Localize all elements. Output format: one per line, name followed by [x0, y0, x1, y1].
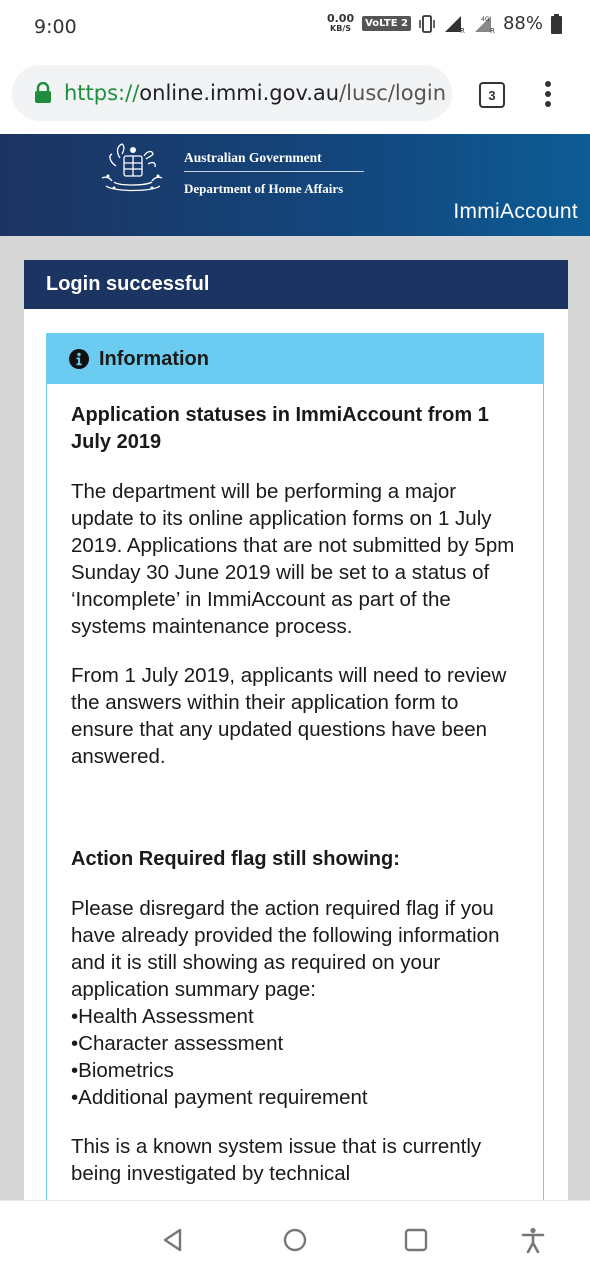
svg-text:R: R	[459, 26, 465, 34]
list-item: •Additional payment requirement	[71, 1086, 368, 1109]
tab-switcher-button[interactable]: 3	[479, 82, 505, 108]
battery-icon	[551, 14, 562, 34]
status-bar	[0, 0, 590, 52]
content-area	[0, 236, 590, 1200]
info-label: Information	[99, 347, 209, 370]
volte-badge: VoLTE 2	[362, 16, 411, 31]
overflow-menu-icon[interactable]	[543, 80, 553, 108]
info-icon	[69, 349, 89, 369]
login-panel	[24, 260, 568, 1220]
immiaccount-brand[interactable]: ImmiAccount	[453, 200, 578, 223]
gov-line2: Department of Home Affairs	[184, 181, 344, 196]
address-bar[interactable]	[12, 65, 452, 121]
info-paragraph-4: This is a known system issue that is currently being investigated by technical	[71, 1135, 482, 1185]
svg-text:4G: 4G	[480, 15, 490, 23]
url-text[interactable]	[64, 81, 446, 105]
action-required-list	[71, 895, 521, 1111]
signal-icon	[443, 14, 465, 34]
battery-percent: 88%	[502, 13, 543, 34]
lock-icon[interactable]	[34, 82, 52, 104]
panel-title: Login successful	[24, 260, 568, 309]
info-paragraph-1: The department will be performing a major update to its online application forms on 1 July 2019. Applications that are not submitted by 5pm Sunday 30 June 2019 will be set to a status of ‘Incomplete’ in ImmiAccount as part of the systems maintenance process.	[71, 480, 515, 638]
list-item: •Character assessment	[71, 1032, 284, 1055]
url-path: /lusc/login	[339, 81, 447, 105]
signal-4g-icon	[473, 14, 495, 34]
system-nav-bar	[0, 1200, 590, 1281]
status-icons	[327, 13, 562, 34]
speed-value: 0.00	[326, 11, 355, 25]
info-paragraph-2: From 1 July 2019, applicants will need to review the answers within their application form to ensure that any updated questions have been answered.	[71, 664, 507, 768]
coat-of-arms-icon	[92, 138, 172, 200]
info-body	[47, 384, 543, 1187]
info-header	[47, 334, 543, 384]
info-title: Application statuses in ImmiAccount from 1 July 2019	[71, 404, 489, 453]
browser-toolbar	[0, 52, 590, 134]
status-time: 9:00	[34, 16, 77, 38]
url-scheme: https://	[64, 81, 140, 105]
list-item: •Health Assessment	[71, 1005, 254, 1028]
recents-icon[interactable]	[403, 1227, 429, 1253]
information-box	[46, 333, 544, 1235]
url-host: online.immi.gov.au	[139, 81, 340, 105]
back-icon[interactable]	[160, 1227, 186, 1253]
spacer	[71, 792, 521, 846]
home-icon[interactable]	[282, 1227, 308, 1253]
vibrate-icon	[419, 14, 435, 34]
government-wordmark	[184, 150, 364, 197]
action-required-heading: Action Required flag still showing:	[71, 848, 400, 870]
site-header	[0, 134, 590, 236]
accessibility-icon[interactable]	[520, 1227, 546, 1253]
gov-line1: Australian Government	[184, 150, 364, 172]
svg-text:R: R	[489, 26, 495, 34]
info-paragraph-3: Please disregard the action required flag if you have already provided the following information and it is still showing as required on your application summary page:	[71, 897, 500, 1001]
network-speed	[326, 11, 355, 34]
list-item: •Biometrics	[71, 1059, 174, 1082]
speed-unit: KB/S	[330, 23, 352, 33]
